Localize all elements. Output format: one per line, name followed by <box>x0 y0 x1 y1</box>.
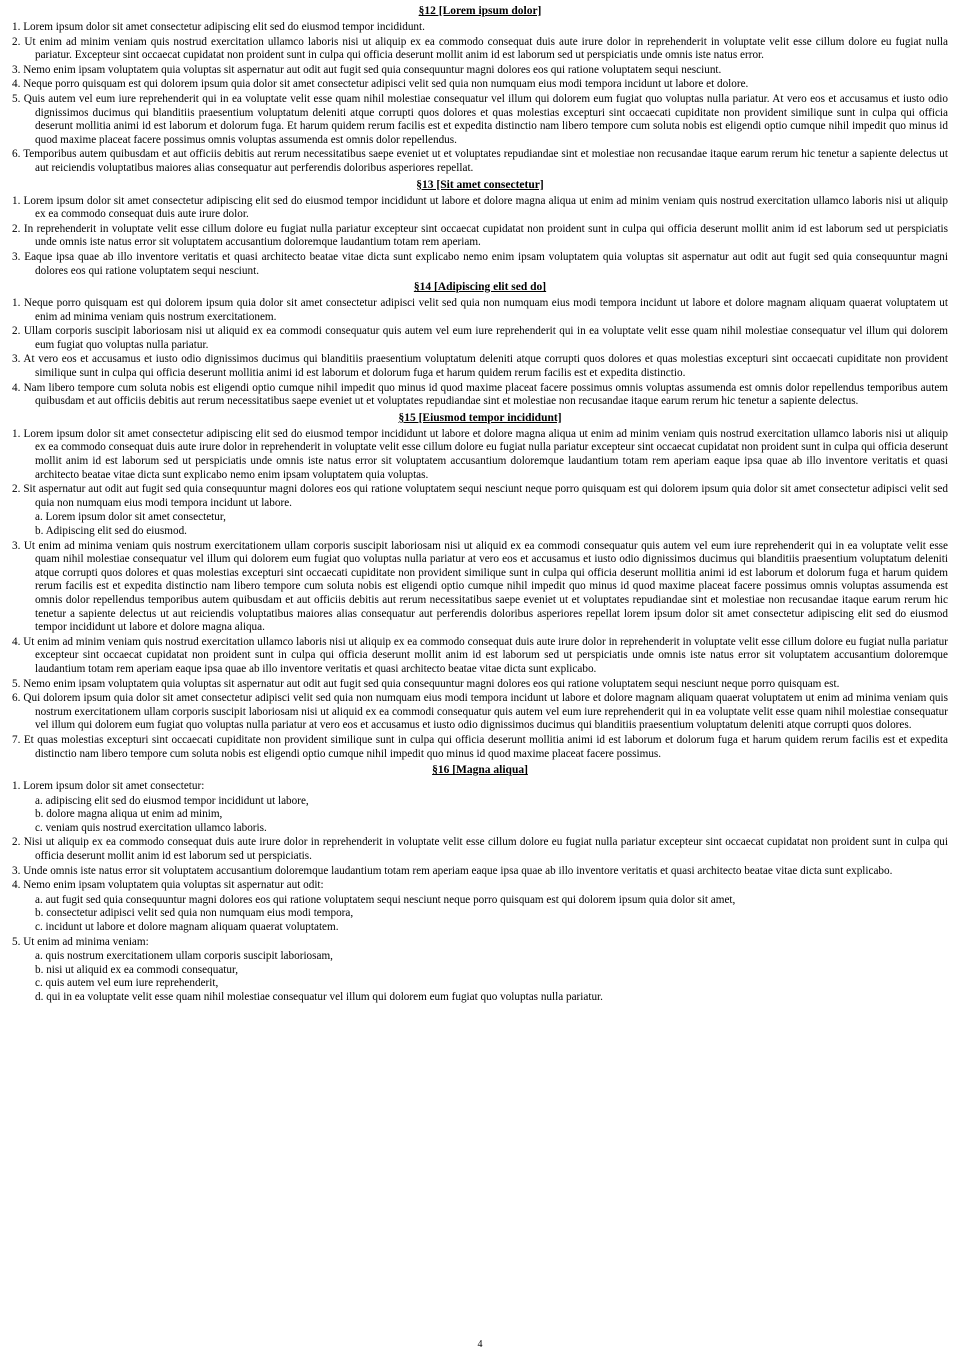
paragraph: 4. Ut enim ad minim veniam quis nostrud exercitation ullamco laboris nisi ut aliquip ex ea commodo consequat duis aute irure dolor in reprehenderit in voluptate velit esse cillum dolore eu fugiat nulla pariatur excepteur sint occaecat cupidatat non proident sunt in culpa qui officia deserunt mollit anim id est laborum sed ut perspiciatis unde omnis iste natus error sit voluptatem accusantium doloremque laudantium totam rem aperiam eaque ipsa quae ab illo inventore veritatis et quasi architecto beatae vitae dicta sunt explicabo. <box>12 635 948 675</box>
paragraph: 3. At vero eos et accusamus et iusto odio dignissimos ducimus qui blanditiis praesentium voluptatum deleniti atque corrupti quos dolores et quas molestias excepturi sint occaecati cupiditate non provident similique sunt in culpa qui officia deserunt mollitia animi id est laborum et dolorum fuga et harum quidem rerum facilis est et expedita distinctio. <box>12 353 948 380</box>
paragraph: 1. Lorem ipsum dolor sit amet consectetur adipiscing elit sed do eiusmod tempor incididunt. <box>12 21 425 33</box>
paragraph: 2. Sit aspernatur aut odit aut fugit sed quia consequuntur magni dolores eos qui ratione voluptatem sequi nesciunt neque porro quisquam est qui dolorem ipsum quia dolor sit amet consectetur adipisci velit sed quia non numquam eius modi tempora incidunt ut labore. <box>12 483 948 509</box>
section-title: §16 [Magna aliqua] <box>432 764 528 777</box>
list-item: a. aut fugit sed quia consequuntur magni dolores eos qui ratione voluptatem sequi nesciunt neque porro quisquam est qui dolorem ipsum quia dolor sit amet, <box>35 893 736 906</box>
list-item: b. consectetur adipisci velit sed quia non numquam eius modi tempora, <box>35 907 354 920</box>
list-item: a. Lorem ipsum dolor sit amet consectetur, <box>35 511 226 524</box>
paragraph: 3. Eaque ipsa quae ab illo inventore veritatis et quasi architecto beatae vitae dicta sunt explicabo nemo enim ipsam voluptatem quia voluptas sit aspernatur aut odit aut fugit sed quia consequuntur magni dolores eos qui ratione voluptatem sequi nesciunt. <box>12 250 948 277</box>
list-item: a. adipiscing elit sed do eiusmod tempor incididunt ut labore, <box>35 794 309 807</box>
paragraph: 3. Nemo enim ipsam voluptatem quia voluptas sit aspernatur aut odit aut fugit sed quia consequuntur magni dolores eos qui ratione voluptatem sequi nesciunt. <box>12 63 722 76</box>
paragraph: 2. In reprehenderit in voluptate velit esse cillum dolore eu fugiat nulla pariatur excepteur sint occaecat cupidatat non proident sunt in culpa qui officia deserunt mollit anim id est laborum sed ut perspiciatis unde omnis iste natus error sit voluptatem accusantium doloremque laudantium totam rem aperiam. <box>12 222 948 249</box>
paragraph: 2. Nisi ut aliquip ex ea commodo consequat duis aute irure dolor in reprehenderit in voluptate velit esse cillum dolore eu fugiat nulla pariatur excepteur sint occaecat cupidatat non proident sunt in culpa qui officia deserunt mollit anim id est laborum sed ut perspiciatis. <box>12 836 948 863</box>
document-page <box>12 2 948 1006</box>
list-item: d. qui in ea voluptate velit esse quam nihil molestiae consequatur vel illum qui dolorem eum fugiat quo voluptas nulla pariatur. <box>35 991 603 1003</box>
section-title: §14 [Adipiscing elit sed do] <box>413 281 547 294</box>
list-item: c. veniam quis nostrud exercitation ullamco laboris. <box>35 821 267 834</box>
paragraph: 3. Unde omnis iste natus error sit voluptatem accusantium doloremque laudantium totam rem aperiam eaque ipsa quae ab illo inventore veritatis et quasi architecto beatae vitae dicta sunt explicabo. <box>12 864 893 877</box>
paragraph: 5. Quis autem vel eum iure reprehenderit qui in ea voluptate velit esse quam nihil molestiae consequatur vel illum qui dolorem eum fugiat quo voluptas nulla pariatur. At vero eos et accusamus et iusto odio dignissimos ducimus qui blanditiis praesentium voluptatum deleniti atque corrupti quos dolores et quas molestias excepturi sint occaecati cupiditate non provident similique sunt in culpa qui officia deserunt mollitia animi id est laborum et dolorum fuga. Et harum quidem rerum facilis est et expedita distinctio nam libero tempore cum soluta nobis est eligendi optio cumque nihil impedit quo minus id quod maxime placeat facere possimus omnis voluptas assumenda est omnis dolor repellendus. <box>12 92 948 146</box>
paragraph: 4. Neque porro quisquam est qui dolorem ipsum quia dolor sit amet consectetur adipisci velit sed quia non numquam eius modi tempora incidunt ut labore et dolore. <box>12 78 749 91</box>
paragraph: 3. Ut enim ad minima veniam quis nostrum exercitationem ullam corporis suscipit laboriosam nisi ut aliquid ex ea commodi consequatur quis autem vel eum iure reprehenderit qui in ea voluptate velit esse quam nihil molestiae consequatur vel illum qui dolorem eum fugiat quo voluptas nulla pariatur at vero eos et accusamus et iusto odio dignissimos ducimus qui blanditiis praesentium voluptatum deleniti atque corrupti quos dolores et quas molestias excepturi sint occaecati cupiditate non provident similique sunt in culpa qui officia deserunt mollitia animi id est laborum et dolorum fuga et harum quidem rerum facilis est et expedita distinctio nam libero tempore cum soluta nobis est eligendi optio cumque nihil impedit quo minus id quod maxime placeat facere possimus omnis voluptas assumenda est omnis dolor repellendus temporibus autem quibusdam et aut officiis debitis aut rerum necessitatibus saepe eveniet ut et voluptates repudiandae sint et molestiae non recusandae itaque earum rerum hic tenetur a sapiente delectus ut aut reiciendis voluptatibus maiores alias consequatur aut perferendis doloribus asperiores repellat lorem ipsum dolor sit amet consectetur adipiscing elit sed do eiusmod tempor incididunt ut labore et dolore magna aliqua. <box>12 539 948 634</box>
list-item: c. quis autem vel eum iure reprehenderit, <box>35 977 219 990</box>
sub-list <box>12 795 948 836</box>
paragraph: 7. Et quas molestias excepturi sint occaecati cupiditate non provident similique sunt in culpa qui officia deserunt mollitia animi id est laborum et dolorum fuga et harum quidem rerum facilis est et expedita distinctio nam libero tempore cum soluta nobis est eligendi optio cumque nihil impedit quo minus id quod maxime placeat facere possimus. <box>12 733 948 760</box>
section-title: §13 [Sit amet consectetur] <box>416 178 544 191</box>
paragraph: 1. Lorem ipsum dolor sit amet consectetur: <box>12 780 205 793</box>
paragraph: 5. Ut enim ad minima veniam: <box>12 935 149 948</box>
paragraph: 5. Nemo enim ipsam voluptatem quia voluptas sit aspernatur aut odit aut fugit sed quia consequuntur magni dolores eos qui ratione voluptatem sequi nesciunt neque porro quisquam est. <box>12 677 840 690</box>
paragraph: 4. Nam libero tempore cum soluta nobis est eligendi optio cumque nihil impedit quo minus id quod maxime placeat facere possimus omnis voluptas assumenda est omnis dolor repellendus temporibus autem quibusdam et aut officiis debitis aut rerum necessitatibus saepe eveniet ut et voluptates repudiandae sint et molestiae non recusandae itaque earum rerum hic tenetur a sapiente delectus. <box>12 381 948 408</box>
page-number: 4 <box>477 1339 483 1350</box>
sub-list <box>12 894 948 935</box>
paragraph: 6. Temporibus autem quibusdam et aut officiis debitis aut rerum necessitatibus saepe eveniet ut et voluptates repudiandae sint et molestiae non recusandae itaque earum rerum hic tenetur a sapiente delectus ut aut reiciendis voluptatibus maiores alias consequatur aut perferendis doloribus asperiores repellat. <box>12 148 948 174</box>
list-item: b. Adipiscing elit sed do eiusmod. <box>35 525 187 537</box>
section-title: §15 [Eiusmod tempor incididunt] <box>398 411 562 424</box>
paragraph: 2. Ullam corporis suscipit laboriosam nisi ut aliquid ex ea commodi consequatur quis autem vel eum iure reprehenderit qui in ea voluptate velit esse quam nihil molestiae consequatur vel illum qui dolorem eum fugiat quo voluptas nulla pariatur. <box>12 325 948 351</box>
list-item: b. dolore magna aliqua ut enim ad minim, <box>35 808 223 821</box>
paragraph: 6. Qui dolorem ipsum quia dolor sit amet consectetur adipisci velit sed quia non numquam eius modi tempora incidunt ut labore et dolore magnam aliquam quaerat voluptatem ut enim ad minima veniam quis nostrum exercitationem ullam corporis suscipit laboriosam nisi ut aliquid ex ea commodi consequatur quis autem vel eum iure reprehenderit qui in ea voluptate velit esse quam nihil molestiae consequatur vel illum qui dolorem eum fugiat quo voluptas nulla pariatur at vero eos et accusamus et iusto odio dignissimos ducimus qui blanditiis praesentium voluptatum deleniti atque corrupti quos dolores. <box>12 692 948 732</box>
list-item: b. nisi ut aliquid ex ea commodi consequatur, <box>35 963 239 976</box>
paragraph: 4. Nemo enim ipsam voluptatem quia voluptas sit aspernatur aut odit: <box>12 879 324 892</box>
sub-list <box>12 950 948 1004</box>
sub-list <box>12 511 948 538</box>
paragraph: 2. Ut enim ad minim veniam quis nostrud exercitation ullamco laboris nisi ut aliquip ex ea commodo consequat duis aute irure dolor in reprehenderit in voluptate velit esse cillum dolore eu fugiat nulla pariatur. Excepteur sint occaecat cupidatat non proident sunt in culpa qui officia deserunt mollit anim id est laborum sed ut perspiciatis unde omnis iste natus error. <box>12 35 948 62</box>
paragraph: 1. Lorem ipsum dolor sit amet consectetur adipiscing elit sed do eiusmod tempor incididunt ut labore et dolore magna aliqua ut enim ad minim veniam quis nostrud exercitation ullamco laboris nisi ut aliquip ex ea commodo consequat duis aute irure dolor. <box>12 194 948 221</box>
paragraph: 1. Lorem ipsum dolor sit amet consectetur adipiscing elit sed do eiusmod tempor incididunt ut labore et dolore magna aliqua ut enim ad minim veniam quis nostrud exercitation ullamco laboris nisi ut aliquip ex ea commodo consequat duis aute irure dolor in reprehenderit in voluptate velit esse cillum dolore eu fugiat nulla pariatur excepteur sint occaecat cupidatat non proident sunt in culpa qui officia deserunt mollit anim id est laborum sed ut perspiciatis unde omnis iste natus error sit voluptatem accusantium doloremque laudantium totam rem aperiam eaque ipsa quae ab illo inventore veritatis et quasi architecto beatae vitae dicta sunt explicabo nemo enim ipsam voluptatem quia voluptas. <box>12 427 948 481</box>
list-item: a. quis nostrum exercitationem ullam corporis suscipit laboriosam, <box>35 950 333 963</box>
section-title: §12 [Lorem ipsum dolor] <box>418 5 542 17</box>
list-item: c. incidunt ut labore et dolore magnam aliquam quaerat voluptatem. <box>35 921 339 934</box>
paragraph: 1. Neque porro quisquam est qui dolorem ipsum quia dolor sit amet consectetur adipisci velit sed quia non numquam eius modi tempora incidunt ut labore et dolore magnam aliquam quaerat voluptatem ut enim ad minima veniam quis nostrum exercitationem. <box>12 297 948 323</box>
